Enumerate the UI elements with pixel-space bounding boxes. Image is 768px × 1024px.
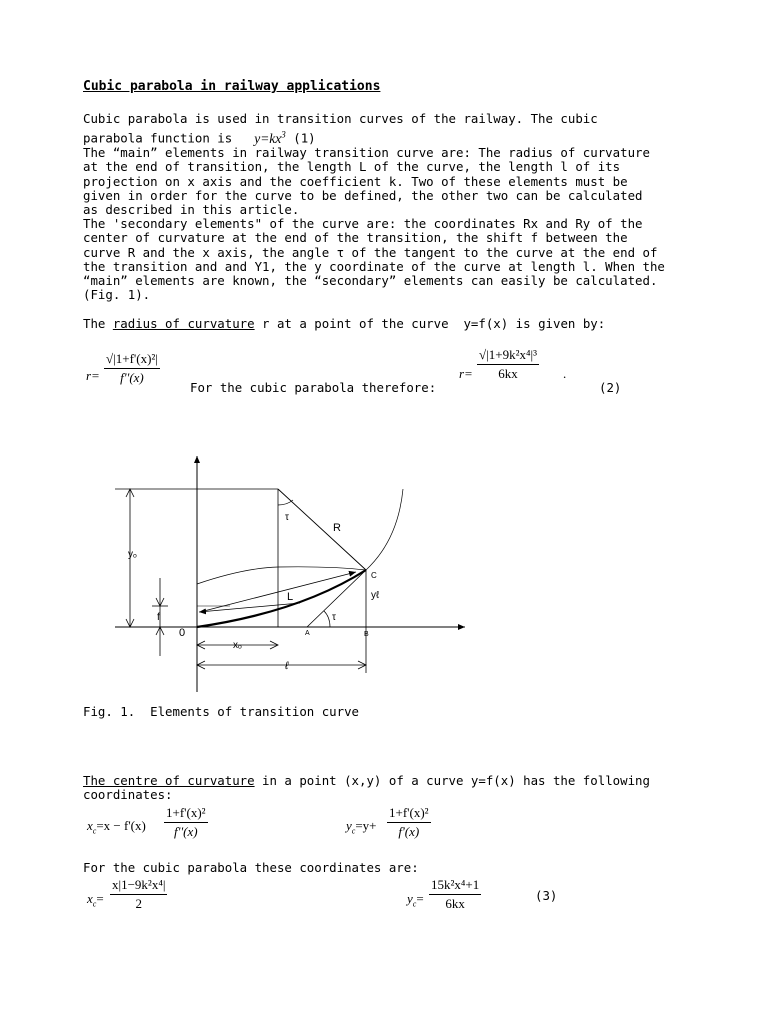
- xc-cubic-fraction: [110, 877, 167, 912]
- secondary-elements-line-6: (Fig. 1).: [83, 287, 151, 303]
- secondary-elements-line-5: “main” elements are known, the “secondary” elements can easily be calculated.: [83, 273, 658, 289]
- fraction-bar: [110, 894, 167, 895]
- yc-general-fraction: [387, 805, 431, 840]
- fig-label-r: R: [333, 522, 341, 534]
- fig-label-ell: ℓ: [285, 660, 289, 672]
- centre-sentence: [83, 774, 683, 788]
- yc-subscript: c: [351, 826, 356, 836]
- eq-number-2: (2): [599, 380, 622, 395]
- yc-cubic-denominator: 6kx: [445, 896, 465, 911]
- fig-label-yc: yₒ: [128, 549, 137, 560]
- fig-label-f: f: [157, 612, 160, 623]
- xc-general-lhs: [87, 818, 146, 836]
- fig-label-tau-bottom: τ: [332, 612, 336, 623]
- transition-curve: [197, 570, 366, 627]
- main-elements-line-4: given in order for the curve to be defined, the other two can be calculated: [83, 187, 643, 203]
- fraction-bar: [164, 822, 208, 823]
- figure-caption: Fig. 1. Elements of transition curve: [83, 704, 360, 719]
- yc-cubic-symbol: y: [407, 891, 413, 906]
- radius-lhs-2: r=: [459, 366, 473, 381]
- fraction-bar: [429, 894, 481, 895]
- radius-cubic-numerator: √|1+9k²x⁴|³: [479, 347, 537, 362]
- fig-label-l: L: [287, 591, 294, 603]
- fraction-bar: [387, 822, 431, 823]
- intro-line-2-prefix: parabola function is: [83, 130, 233, 146]
- yc-cubic-subscript: c: [412, 899, 417, 909]
- xc-middle: =x − f'(x): [96, 818, 146, 833]
- fig-label-c: C: [371, 571, 377, 580]
- main-elements-line-5: as described in this article.: [83, 202, 300, 218]
- xc-numerator: 1+f'(x)²: [166, 805, 206, 820]
- xc-cubic-symbol: x: [87, 891, 93, 906]
- xc-cubic-numerator: x|1−9k²x⁴|: [112, 877, 166, 892]
- radius-sentence-suffix: r at a point of the curve y=f(x) is given by:: [254, 316, 606, 331]
- main-elements-line-2: at the end of transition, the length L of the curve, the length l of its: [83, 159, 621, 175]
- centre-of-curvature-link[interactable]: The centre of curvature: [83, 773, 255, 788]
- yc-denominator: f'(x): [398, 824, 420, 839]
- centre-sentence-line-2: coordinates:: [83, 787, 173, 802]
- xc-denominator: f''(x): [173, 824, 198, 839]
- yc-numerator: 1+f'(x)²: [389, 805, 429, 820]
- formula-base: y=kx: [254, 130, 282, 146]
- radius-trail: .: [563, 366, 567, 381]
- xc-general-fraction: [164, 805, 208, 840]
- yc-middle: =y+: [355, 818, 377, 833]
- radius-cubic-denominator: 6kx: [498, 366, 518, 381]
- curvature-circle-right-arc: [366, 489, 403, 570]
- xc-cubic-equals: =: [96, 891, 104, 906]
- fig-label-tau-top: τ: [285, 512, 289, 523]
- fig-label-origin: 0: [179, 627, 186, 639]
- eq-number-1: (1): [293, 130, 316, 146]
- yc-cubic-fraction: [429, 877, 481, 912]
- radius-middle-text: For the cubic parabola therefore:: [190, 380, 437, 395]
- formula-exponent: 3: [281, 129, 286, 139]
- xc-cubic-lhs: [87, 891, 104, 909]
- yc-symbol: y: [346, 818, 352, 833]
- radius-denominator: f''(x): [120, 370, 144, 385]
- fig-label-xc: xₒ: [233, 640, 242, 651]
- secondary-elements-line-4: the transition and and Y1, the y coordinate of the curve at length l. When the: [83, 258, 665, 274]
- secondary-elements-line-3: curve R and the x axis, the angle τ of the tangent to the curve at the end of: [83, 244, 658, 260]
- xc-cubic-denominator: 2: [135, 896, 142, 911]
- page-title: Cubic parabola in railway applications: [83, 79, 381, 94]
- eq-number-3: (3): [535, 888, 558, 903]
- fig-label-yl: yℓ: [371, 590, 380, 601]
- yc-cubic-lhs: [407, 891, 424, 909]
- yc-cubic-equals: =: [416, 891, 424, 906]
- intro-line-1: Cubic parabola is used in transition curves of the railway. The cubic: [83, 111, 598, 126]
- tau-bottom-arc: [324, 611, 330, 627]
- centre-sentence-suffix: in a point (x,y) of a curve y=f(x) has the following: [254, 773, 650, 788]
- radius-of-curvature-link[interactable]: radius of curvature: [112, 316, 255, 331]
- xc-symbol: x: [87, 818, 93, 833]
- radius-sentence-prefix: The: [83, 316, 113, 331]
- radius-numerator: √|1+f'(x)²|: [106, 351, 158, 366]
- yc-general-lhs: [346, 818, 377, 836]
- xc-subscript: c: [92, 826, 97, 836]
- fig-label-a: A: [305, 630, 310, 637]
- yc-cubic-numerator: 15k²x⁴+1: [431, 877, 480, 892]
- secondary-elements-line-1: The 'secondary elements" of the curve are: the coordinates Rx and Ry of the: [83, 216, 643, 231]
- curvature-circle-lower-arc: [197, 567, 366, 584]
- fig-label-b: B: [364, 631, 369, 638]
- main-elements-line-1: The “main” elements in railway transition curve are: The radius of curvature: [83, 145, 650, 160]
- cubic-sentence: For the cubic parabola these coordinates are:: [83, 860, 419, 875]
- secondary-elements-line-2: center of curvature at the end of the transition, the shift f between the: [83, 230, 628, 246]
- tangent-line: [307, 570, 366, 627]
- radius-lhs: r=: [86, 368, 100, 383]
- main-elements-line-3: projection on x axis and the coefficient k. Two of these elements must be: [83, 173, 628, 189]
- xc-cubic-subscript: c: [92, 899, 97, 909]
